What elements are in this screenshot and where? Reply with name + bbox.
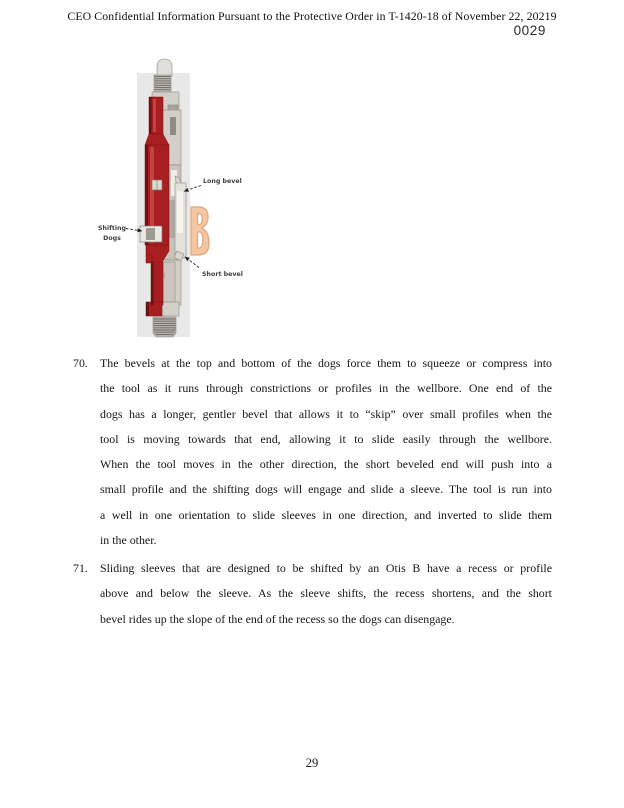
paragraph-text: [100, 556, 552, 632]
shifting-dogs-band: [140, 226, 162, 242]
paragraph-line: dogs has a longer, gentler bevel that allows it to “skip” over small profiles when the: [100, 406, 552, 421]
label-short-bevel: Short bevel: [202, 271, 243, 278]
upper-dog-notch: [152, 180, 162, 190]
paragraph-line: When the tool moves in the other direction, the short beveled end will push into a: [100, 457, 552, 472]
paragraph-line: in the other.: [100, 533, 157, 548]
paragraph-line: small profile and the shifting dogs will engage and slide a sleeve. The tool is run into: [100, 482, 552, 497]
shifting-tool-figure: [95, 55, 260, 345]
paragraph-line: above and below the sleeve. As the sleeve shifts, the recess shortens, and the short: [100, 586, 552, 601]
paragraph-line: the tool as it runs through constrictions or profiles in the wellbore. One end of the: [100, 381, 552, 396]
paragraph-text: [100, 351, 552, 553]
label-shifting-dogs-line1: Shifting: [97, 225, 127, 232]
paragraph-number: 70.: [73, 356, 88, 370]
paragraph-71: [73, 556, 552, 632]
bates-number: 0029: [513, 23, 546, 38]
paragraph-70: [73, 351, 552, 553]
shifting-tool-illustration: [95, 55, 260, 345]
long-bevel-arrow: [189, 186, 202, 190]
shifting-dogs-arrow: [126, 229, 138, 231]
paragraph-line: a well in one orientation to slide sleeves in one direction, and inverted to slide them: [100, 507, 552, 522]
label-shifting-dogs-line2: Dogs: [103, 235, 121, 242]
paragraph-line: The bevels at the top and bottom of the dogs force them to squeeze or compress into: [100, 356, 552, 370]
confidentiality-header: CEO Confidential Information Pursuant to the Protective Order in T-1420-18 of November 22, 20219: [67, 9, 557, 23]
paragraph-line: bevel rides up the slope of the end of the recess so the dogs can disengage.: [100, 611, 455, 626]
short-bevel-arrow: [189, 260, 199, 268]
letter-b: [191, 207, 209, 255]
paragraph-line: tool is moving towards that end, allowing it to slide easily through the wellbore.: [100, 431, 552, 446]
page-number: 29: [305, 756, 319, 770]
paragraph-line: Sliding sleeves that are designed to be shifted by an Otis B have a recess or profile: [100, 561, 552, 575]
paragraph-number: 71.: [73, 561, 88, 575]
label-long-bevel: Long bevel: [203, 178, 242, 185]
